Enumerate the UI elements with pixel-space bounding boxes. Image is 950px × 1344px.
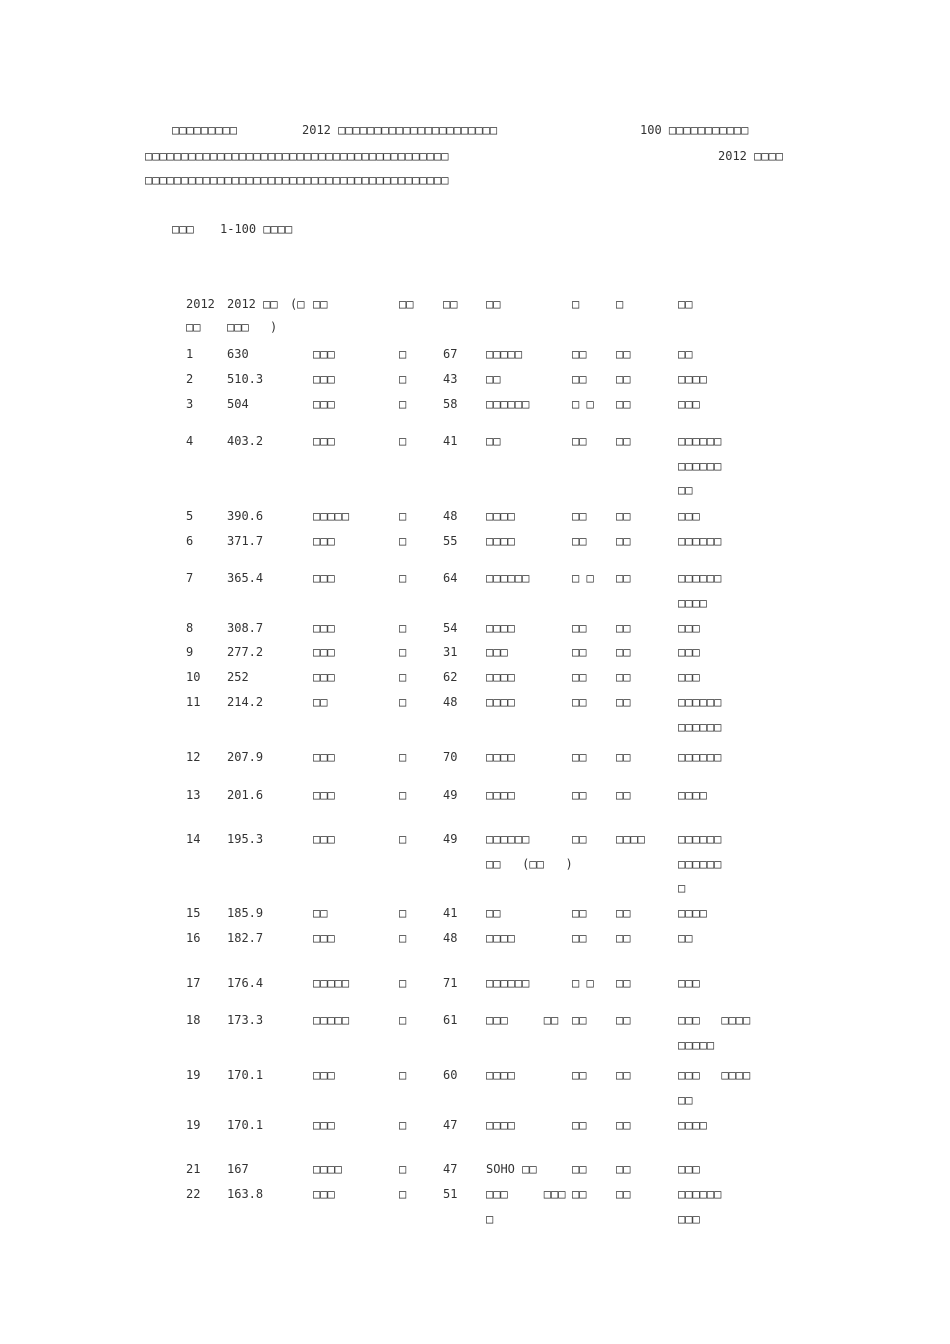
cell-rank: 11 xyxy=(186,695,201,709)
cell-b: □□ xyxy=(616,1187,631,1201)
cell-wealth: 390.6 xyxy=(227,509,264,523)
cell-industry: □□□□ xyxy=(678,372,707,386)
cell-name: □□□ xyxy=(313,788,335,802)
cell-rank: 12 xyxy=(186,750,201,764)
cell-industry: □□□ xyxy=(678,670,700,684)
cell-wealth: 195.3 xyxy=(227,832,264,846)
cell-industry: □□□□□□ xyxy=(678,750,722,764)
cell-company: □□□□□□ xyxy=(486,976,530,990)
cell-company: □□ xyxy=(486,372,501,386)
cell-a: □□ xyxy=(572,695,587,709)
cell-rank: 2 xyxy=(186,372,194,386)
cell-age: 43 xyxy=(443,372,458,386)
cell-company: □□□□ xyxy=(486,534,515,548)
cell-gender: □ xyxy=(399,906,407,920)
cell-gender: □ xyxy=(399,1162,407,1176)
cell-industry: □□□ xyxy=(678,1162,700,1176)
cell-industry: □□ xyxy=(678,1093,693,1107)
cell-b: □□ xyxy=(616,621,631,635)
cell-b: □□ xyxy=(616,509,631,523)
cell-name: □□□□□ xyxy=(313,1013,350,1027)
cell-name: □□□□□ xyxy=(313,976,350,990)
cell-company: □□□□ xyxy=(486,788,515,802)
cell-name: □□□ xyxy=(313,434,335,448)
cell-wealth: 173.3 xyxy=(227,1013,264,1027)
cell-industry: □□ xyxy=(678,483,693,497)
cell-company: □□□□ xyxy=(486,621,515,635)
cell-rank: 3 xyxy=(186,397,194,411)
cell-rank: 22 xyxy=(186,1187,201,1201)
cell-company: □□□□ xyxy=(486,931,515,945)
cell-b: □□ xyxy=(616,372,631,386)
cell-wealth: 403.2 xyxy=(227,434,264,448)
cell-gender: □ xyxy=(399,434,407,448)
cell-company: □□ (□□ ) xyxy=(486,857,573,871)
cell-b: □□ xyxy=(616,670,631,684)
cell-rank: 17 xyxy=(186,976,201,990)
intro-text: 2012 □□□□ xyxy=(718,149,784,163)
cell-age: 49 xyxy=(443,788,458,802)
cell-industry: □□□□□□ xyxy=(678,459,722,473)
cell-age: 41 xyxy=(443,434,458,448)
cell-gender: □ xyxy=(399,571,407,585)
cell-a: □□ xyxy=(572,509,587,523)
cell-company: □□ xyxy=(486,906,501,920)
cell-b: □□ xyxy=(616,397,631,411)
cell-industry: □□ xyxy=(678,347,693,361)
cell-a: □□ xyxy=(572,1118,587,1132)
cell-rank: 1 xyxy=(186,347,194,361)
table-header xyxy=(0,298,950,348)
cell-age: 54 xyxy=(443,621,458,635)
cell-wealth: 510.3 xyxy=(227,372,264,386)
cell-industry: □□□□□ xyxy=(678,1038,715,1052)
cell-b: □□ xyxy=(616,1068,631,1082)
intro-line-2 xyxy=(0,150,950,166)
cell-a: □□ xyxy=(572,906,587,920)
cell-rank: 13 xyxy=(186,788,201,802)
cell-rank: 14 xyxy=(186,832,201,846)
cell-age: 64 xyxy=(443,571,458,585)
header-rank-sub: □□ xyxy=(186,320,201,334)
cell-rank: 8 xyxy=(186,621,194,635)
cell-a: □□ xyxy=(572,347,587,361)
cell-name: □□□ xyxy=(313,571,335,585)
cell-wealth: 365.4 xyxy=(227,571,264,585)
header-industry: □□ xyxy=(678,297,693,311)
cell-gender: □ xyxy=(399,670,407,684)
header-age: □□ xyxy=(443,297,458,311)
cell-rank: 6 xyxy=(186,534,194,548)
cell-age: 49 xyxy=(443,832,458,846)
cell-age: 58 xyxy=(443,397,458,411)
cell-gender: □ xyxy=(399,621,407,635)
cell-name: □□□ xyxy=(313,534,335,548)
cell-name: □□□ xyxy=(313,750,335,764)
cell-industry: □□□□□□ xyxy=(678,434,722,448)
cell-company: □□□ xyxy=(486,645,508,659)
cell-rank: 5 xyxy=(186,509,194,523)
header-wealth: 2012 □□ xyxy=(227,297,278,311)
intro-text: 100 □□□□□□□□□□□ xyxy=(640,123,749,137)
cell-age: 31 xyxy=(443,645,458,659)
cell-b: □□ xyxy=(616,1118,631,1132)
cell-industry: □□□□□□ xyxy=(678,857,722,871)
cell-industry: □□□□□□ xyxy=(678,571,722,585)
section-heading xyxy=(0,223,950,239)
cell-age: 48 xyxy=(443,695,458,709)
cell-age: 48 xyxy=(443,509,458,523)
cell-wealth: 185.9 xyxy=(227,906,264,920)
cell-wealth: 170.1 xyxy=(227,1068,264,1082)
cell-age: 71 xyxy=(443,976,458,990)
cell-wealth: 252 xyxy=(227,670,249,684)
cell-a: □ □ xyxy=(572,397,594,411)
cell-gender: □ xyxy=(399,534,407,548)
cell-a: □□ xyxy=(572,621,587,635)
cell-a: □ □ xyxy=(572,571,594,585)
cell-rank: 19 xyxy=(186,1068,201,1082)
cell-wealth: 277.2 xyxy=(227,645,264,659)
header-rank: 2012 xyxy=(186,297,215,311)
cell-b: □□ xyxy=(616,976,631,990)
cell-b: □□ xyxy=(616,788,631,802)
cell-company: □□□□ xyxy=(486,670,515,684)
cell-wealth: 308.7 xyxy=(227,621,264,635)
cell-industry: □□□□ xyxy=(678,906,707,920)
cell-name: □□ xyxy=(313,695,328,709)
cell-gender: □ xyxy=(399,976,407,990)
cell-company: □□□□□□ xyxy=(486,397,530,411)
cell-a: □□ xyxy=(572,832,587,846)
cell-rank: 7 xyxy=(186,571,194,585)
section-label: □□□ xyxy=(172,222,194,236)
cell-name: □□□ xyxy=(313,645,335,659)
cell-gender: □ xyxy=(399,645,407,659)
header-col7: □ xyxy=(572,297,580,311)
cell-industry: □□□ xyxy=(678,509,700,523)
cell-industry: □□□□□□ xyxy=(678,1187,722,1201)
cell-gender: □ xyxy=(399,1187,407,1201)
cell-b: □□□□ xyxy=(616,832,645,846)
cell-industry: □□□□□□ xyxy=(678,832,722,846)
cell-b: □□ xyxy=(616,645,631,659)
cell-name: □□□ xyxy=(313,670,335,684)
cell-rank: 21 xyxy=(186,1162,201,1176)
cell-company: □□□□ xyxy=(486,509,515,523)
cell-wealth: 176.4 xyxy=(227,976,264,990)
intro-text: □□□□□□□□□ xyxy=(172,123,238,137)
cell-gender: □ xyxy=(399,695,407,709)
cell-a: □□ xyxy=(572,1187,587,1201)
cell-a: □□ xyxy=(572,645,587,659)
cell-rank: 19 xyxy=(186,1118,201,1132)
cell-wealth: 371.7 xyxy=(227,534,264,548)
header-gender: □□ xyxy=(399,297,414,311)
cell-industry: □□□□□□ xyxy=(678,534,722,548)
cell-company: □ xyxy=(486,1212,494,1226)
cell-name: □□□ xyxy=(313,621,335,635)
cell-rank: 10 xyxy=(186,670,201,684)
cell-wealth: 170.1 xyxy=(227,1118,264,1132)
cell-rank: 16 xyxy=(186,931,201,945)
cell-company: □□□□□□ xyxy=(486,571,530,585)
cell-age: 61 xyxy=(443,1013,458,1027)
cell-age: 41 xyxy=(443,906,458,920)
cell-gender: □ xyxy=(399,347,407,361)
cell-gender: □ xyxy=(399,1013,407,1027)
cell-wealth: 167 xyxy=(227,1162,249,1176)
cell-a: □□ xyxy=(572,1162,587,1176)
cell-name: □□□ xyxy=(313,1118,335,1132)
cell-b: □□ xyxy=(616,571,631,585)
cell-rank: 4 xyxy=(186,434,194,448)
cell-name: □□□ xyxy=(313,1068,335,1082)
cell-industry: □ xyxy=(678,881,686,895)
cell-company: □□□ □□□ xyxy=(486,1187,566,1201)
cell-name: □□□ xyxy=(313,1187,335,1201)
cell-b: □□ xyxy=(616,931,631,945)
cell-age: 48 xyxy=(443,931,458,945)
cell-gender: □ xyxy=(399,397,407,411)
cell-industry: □□□ □□□□ xyxy=(678,1068,751,1082)
cell-gender: □ xyxy=(399,1068,407,1082)
cell-rank: 18 xyxy=(186,1013,201,1027)
cell-company: SOHO □□ xyxy=(486,1162,537,1176)
cell-company: □□ xyxy=(486,434,501,448)
cell-b: □□ xyxy=(616,1162,631,1176)
cell-rank: 15 xyxy=(186,906,201,920)
cell-a: □□ xyxy=(572,1013,587,1027)
cell-industry: □□□ xyxy=(678,976,700,990)
cell-age: 47 xyxy=(443,1162,458,1176)
cell-wealth: 504 xyxy=(227,397,249,411)
cell-name: □□□ xyxy=(313,372,335,386)
cell-gender: □ xyxy=(399,750,407,764)
cell-industry: □□□□ xyxy=(678,788,707,802)
cell-age: 47 xyxy=(443,1118,458,1132)
cell-wealth: 182.7 xyxy=(227,931,264,945)
cell-age: 55 xyxy=(443,534,458,548)
cell-gender: □ xyxy=(399,1118,407,1132)
intro-text: 2012 □□□□□□□□□□□□□□□□□□□□□□ xyxy=(302,123,498,137)
cell-name: □□□□□ xyxy=(313,509,350,523)
cell-b: □□ xyxy=(616,347,631,361)
cell-name: □□□ xyxy=(313,347,335,361)
header-wealth-sub: □□□ xyxy=(227,320,249,334)
cell-company: □□□□□ xyxy=(486,347,523,361)
cell-a: □□ xyxy=(572,534,587,548)
cell-gender: □ xyxy=(399,372,407,386)
cell-a: □□ xyxy=(572,434,587,448)
cell-name: □□□ xyxy=(313,931,335,945)
cell-b: □□ xyxy=(616,906,631,920)
cell-wealth: 163.8 xyxy=(227,1187,264,1201)
cell-name: □□ xyxy=(313,906,328,920)
cell-company: □□□□ xyxy=(486,1118,515,1132)
intro-line-1 xyxy=(0,124,950,140)
cell-age: 62 xyxy=(443,670,458,684)
cell-industry: □□□□ xyxy=(678,1118,707,1132)
cell-company: □□□□ xyxy=(486,695,515,709)
cell-industry: □□□ xyxy=(678,621,700,635)
cell-industry: □□□ xyxy=(678,397,700,411)
header-unit-close: ) xyxy=(270,320,278,334)
cell-b: □□ xyxy=(616,1013,631,1027)
cell-company: □□□□□□ xyxy=(486,832,530,846)
cell-name: □□□ xyxy=(313,832,335,846)
cell-company: □□□ □□ xyxy=(486,1013,559,1027)
cell-a: □□ xyxy=(572,750,587,764)
cell-a: □□ xyxy=(572,931,587,945)
intro-line-3 xyxy=(0,174,950,190)
cell-wealth: 207.9 xyxy=(227,750,264,764)
header-name: □□ xyxy=(313,297,328,311)
cell-gender: □ xyxy=(399,832,407,846)
cell-company: □□□□ xyxy=(486,750,515,764)
header-unit-open: (□ xyxy=(290,297,305,311)
cell-industry: □□□□□□ xyxy=(678,695,722,709)
cell-industry: □□□ xyxy=(678,1212,700,1226)
cell-b: □□ xyxy=(616,695,631,709)
cell-industry: □□□□ xyxy=(678,596,707,610)
cell-a: □□ xyxy=(572,670,587,684)
header-col8: □ xyxy=(616,297,624,311)
cell-gender: □ xyxy=(399,788,407,802)
cell-name: □□□ xyxy=(313,397,335,411)
cell-a: □□ xyxy=(572,372,587,386)
cell-company: □□□□ xyxy=(486,1068,515,1082)
cell-b: □□ xyxy=(616,434,631,448)
cell-industry: □□□□□□ xyxy=(678,720,722,734)
cell-wealth: 201.6 xyxy=(227,788,264,802)
cell-gender: □ xyxy=(399,509,407,523)
cell-industry: □□□ xyxy=(678,645,700,659)
cell-name: □□□□ xyxy=(313,1162,342,1176)
cell-a: □□ xyxy=(572,1068,587,1082)
cell-b: □□ xyxy=(616,750,631,764)
cell-rank: 9 xyxy=(186,645,194,659)
intro-text: □□□□□□□□□□□□□□□□□□□□□□□□□□□□□□□□□□□□□□□□□□ xyxy=(145,149,449,163)
cell-wealth: 214.2 xyxy=(227,695,264,709)
cell-industry: □□□ □□□□ xyxy=(678,1013,751,1027)
intro-text: □□□□□□□□□□□□□□□□□□□□□□□□□□□□□□□□□□□□□□□□□□ xyxy=(145,173,449,187)
cell-age: 51 xyxy=(443,1187,458,1201)
cell-gender: □ xyxy=(399,931,407,945)
cell-wealth: 630 xyxy=(227,347,249,361)
cell-industry: □□ xyxy=(678,931,693,945)
cell-age: 70 xyxy=(443,750,458,764)
section-range: 1-100 □□□□ xyxy=(220,222,293,236)
header-company: □□ xyxy=(486,297,501,311)
cell-b: □□ xyxy=(616,534,631,548)
cell-age: 67 xyxy=(443,347,458,361)
cell-a: □ □ xyxy=(572,976,594,990)
cell-age: 60 xyxy=(443,1068,458,1082)
cell-a: □□ xyxy=(572,788,587,802)
